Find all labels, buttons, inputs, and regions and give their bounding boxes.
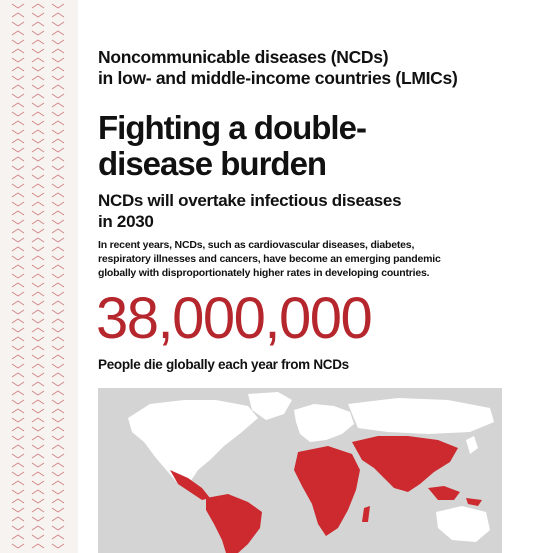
pattern-chevron [52, 193, 64, 197]
pattern-chevron [32, 13, 44, 17]
pattern-chevron [12, 400, 24, 404]
pattern-chevron [52, 76, 64, 80]
pattern-chevron [52, 130, 64, 134]
pattern-chevron [32, 49, 44, 53]
pattern-chevron [52, 112, 64, 116]
pattern-chevron [32, 328, 44, 332]
pattern-chevron [52, 337, 64, 341]
pattern-chevron [12, 283, 24, 287]
eyebrow-title [98, 47, 538, 89]
pattern-chevron [32, 175, 44, 179]
pattern-chevron [52, 220, 64, 224]
pattern-chevron [32, 445, 44, 449]
pattern-chevron [12, 337, 24, 341]
pattern-chevron [32, 4, 44, 8]
pattern-chevron [52, 418, 64, 422]
pattern-chevron [32, 58, 44, 62]
eyebrow-line-2: in low- and middle-income countries (LMICs) [98, 68, 458, 88]
pattern-chevron [12, 292, 24, 296]
pattern-chevron [52, 211, 64, 215]
pattern-chevron [12, 13, 24, 17]
pattern-chevron [32, 121, 44, 125]
pattern-chevron [52, 463, 64, 467]
pattern-chevron [52, 319, 64, 323]
pattern-chevron [32, 535, 44, 539]
pattern-chevron [32, 211, 44, 215]
pattern-chevron [32, 373, 44, 377]
body-line-3: globally with disproportionately higher rates in developing countries. [98, 267, 430, 279]
pattern-chevron [52, 157, 64, 161]
stat-caption: People die globally each year from NCDs [98, 357, 349, 372]
headline-line-2: disease burden [98, 145, 327, 182]
pattern-chevron [52, 121, 64, 125]
pattern-chevron [32, 40, 44, 44]
pattern-chevron [32, 499, 44, 503]
pattern-chevron [12, 499, 24, 503]
pattern-chevron [52, 301, 64, 305]
page-title [98, 110, 538, 182]
pattern-chevron [12, 49, 24, 53]
pattern-chevron [52, 535, 64, 539]
world-map-icon [98, 388, 502, 553]
pattern-chevron [32, 382, 44, 386]
madagascar-highlight [362, 506, 370, 522]
pattern-chevron [52, 13, 64, 17]
pattern-chevron [12, 301, 24, 305]
pattern-chevron [52, 517, 64, 521]
pattern-chevron [32, 409, 44, 413]
pattern-chevron [12, 247, 24, 251]
pattern-chevron [32, 265, 44, 269]
pattern-chevron [12, 535, 24, 539]
pattern-chevron [52, 166, 64, 170]
eyebrow-line-1: Noncommunicable diseases (NCDs) [98, 47, 389, 67]
pattern-chevron [12, 382, 24, 386]
pattern-chevron [32, 463, 44, 467]
pattern-chevron [12, 319, 24, 323]
pattern-chevron [52, 4, 64, 8]
pattern-chevron [12, 193, 24, 197]
pattern-chevron [52, 274, 64, 278]
pattern-chevron [12, 310, 24, 314]
pattern-chevron [52, 373, 64, 377]
pattern-chevron [32, 85, 44, 89]
body-line-2: respiratory illnesses and cancers, have become an emerging pandemic [98, 253, 441, 265]
europe-landmass [294, 404, 354, 442]
pattern-chevron [52, 346, 64, 350]
pattern-chevron [52, 328, 64, 332]
subhead-line-2: in 2030 [98, 212, 154, 231]
pattern-chevron [52, 436, 64, 440]
pattern-chevron [12, 472, 24, 476]
pattern-chevron [52, 382, 64, 386]
pattern-chevron [52, 175, 64, 179]
pattern-chevron [32, 364, 44, 368]
pattern-chevron [32, 292, 44, 296]
pattern-chevron [52, 94, 64, 98]
decorative-side-pattern [0, 0, 78, 553]
pattern-chevron [12, 418, 24, 422]
pattern-chevron [32, 94, 44, 98]
pattern-chevron [52, 139, 64, 143]
pattern-chevron [12, 166, 24, 170]
pattern-chevron [32, 67, 44, 71]
pattern-chevron [52, 184, 64, 188]
pattern-chevron [32, 220, 44, 224]
pattern-chevron [32, 103, 44, 107]
pattern-chevron [32, 544, 44, 548]
pattern-chevron [52, 49, 64, 53]
pattern-chevron [12, 544, 24, 548]
pattern-chevron [52, 40, 64, 44]
pattern-chevron [32, 283, 44, 287]
pattern-chevron [52, 103, 64, 107]
north-america-landmass [128, 400, 258, 484]
pattern-chevron [32, 355, 44, 359]
pattern-chevron [12, 238, 24, 242]
pattern-chevron [12, 184, 24, 188]
pattern-chevron [12, 112, 24, 116]
section-subhead [98, 190, 538, 232]
pattern-chevron [12, 265, 24, 269]
southeast-asia-highlight [428, 486, 460, 500]
pattern-chevron [52, 400, 64, 404]
pattern-chevron [12, 481, 24, 485]
pattern-chevron [32, 193, 44, 197]
africa-highlight [294, 446, 360, 536]
pattern-chevron [52, 427, 64, 431]
body-line-1: In recent years, NCDs, such as cardiovascular diseases, diabetes, [98, 239, 415, 251]
pattern-chevron [12, 31, 24, 35]
pattern-chevron [12, 67, 24, 71]
australia-landmass [436, 506, 490, 542]
northern-asia-landmass [348, 398, 494, 434]
pattern-chevron [32, 274, 44, 278]
pattern-chevron [12, 220, 24, 224]
pattern-chevron [52, 445, 64, 449]
pattern-chevron [12, 490, 24, 494]
pattern-chevron [52, 31, 64, 35]
pattern-chevron [52, 472, 64, 476]
pattern-chevron [52, 499, 64, 503]
pattern-chevron [32, 130, 44, 134]
pattern-chevron [32, 256, 44, 260]
pattern-chevron [32, 454, 44, 458]
pattern-chevron [32, 508, 44, 512]
pattern-chevron [12, 40, 24, 44]
pattern-chevron [32, 184, 44, 188]
pattern-chevron [12, 211, 24, 215]
pattern-chevron [52, 508, 64, 512]
pattern-chevron [52, 481, 64, 485]
pattern-chevron [52, 247, 64, 251]
stat-value: 38,000,000 [96, 286, 372, 351]
pattern-chevron [12, 58, 24, 62]
pattern-chevron [12, 202, 24, 206]
pattern-chevron [52, 148, 64, 152]
pattern-chevron [52, 265, 64, 269]
pattern-chevron [12, 4, 24, 8]
pattern-chevron [32, 76, 44, 80]
pattern-chevron [12, 409, 24, 413]
pattern-chevron [32, 337, 44, 341]
pattern-chevron [32, 148, 44, 152]
pattern-chevron [12, 373, 24, 377]
pattern-chevron [52, 85, 64, 89]
pattern-chevron [32, 166, 44, 170]
pattern-chevron [32, 391, 44, 395]
pattern-chevron [12, 130, 24, 134]
pattern-chevron [12, 94, 24, 98]
pattern-chevron [12, 454, 24, 458]
pattern-chevron [12, 328, 24, 332]
pattern-chevron [12, 463, 24, 467]
pattern-chevron [32, 139, 44, 143]
pattern-chevron [52, 409, 64, 413]
pattern-chevron [12, 526, 24, 530]
pattern-chevron [12, 229, 24, 233]
pattern-chevron [32, 238, 44, 242]
pattern-chevron [32, 301, 44, 305]
pattern-chevron [32, 427, 44, 431]
papua-highlight [466, 498, 482, 506]
pattern-chevron [32, 472, 44, 476]
pattern-chevron [12, 76, 24, 80]
pattern-chevron [52, 22, 64, 26]
pattern-chevron [12, 85, 24, 89]
pattern-chevron [12, 517, 24, 521]
pattern-chevron [52, 454, 64, 458]
pattern-chevron [32, 490, 44, 494]
japan-landmass [466, 436, 478, 454]
pattern-chevron [12, 274, 24, 278]
pattern-chevron [52, 58, 64, 62]
asia-highlight [352, 436, 458, 492]
pattern-chevron [52, 310, 64, 314]
pattern-chevron [32, 157, 44, 161]
pattern-chevron [12, 157, 24, 161]
pattern-chevron [52, 544, 64, 548]
pattern-chevron [52, 283, 64, 287]
pattern-chevron [32, 481, 44, 485]
pattern-chevron [32, 229, 44, 233]
pattern-chevron [12, 175, 24, 179]
pattern-chevron [32, 526, 44, 530]
pattern-chevron [32, 346, 44, 350]
pattern-chevron [12, 121, 24, 125]
headline-line-1: Fighting a double- [98, 109, 366, 146]
pattern-chevron [52, 490, 64, 494]
pattern-chevron [32, 418, 44, 422]
pattern-chevron [52, 238, 64, 242]
pattern-chevron [12, 256, 24, 260]
pattern-chevron [32, 400, 44, 404]
chevron-pattern-icon [0, 0, 78, 553]
pattern-chevron [52, 202, 64, 206]
pattern-chevron [52, 526, 64, 530]
pattern-chevron [12, 436, 24, 440]
pattern-chevron [12, 427, 24, 431]
pattern-chevron [12, 103, 24, 107]
subhead-line-1: NCDs will overtake infectious diseases [98, 191, 402, 210]
pattern-chevron [32, 436, 44, 440]
pattern-chevron [52, 391, 64, 395]
pattern-chevron [12, 508, 24, 512]
pattern-chevron [32, 517, 44, 521]
pattern-chevron [32, 22, 44, 26]
pattern-chevron [32, 112, 44, 116]
pattern-chevron [52, 67, 64, 71]
pattern-chevron [52, 355, 64, 359]
pattern-chevron [52, 229, 64, 233]
pattern-chevron [12, 364, 24, 368]
pattern-chevron [52, 256, 64, 260]
pattern-chevron [12, 148, 24, 152]
pattern-chevron [32, 319, 44, 323]
pattern-chevron [12, 139, 24, 143]
world-map-panel [98, 388, 502, 553]
pattern-chevron [52, 364, 64, 368]
pattern-chevron [12, 391, 24, 395]
pattern-chevron [32, 247, 44, 251]
pattern-chevron [12, 355, 24, 359]
south-america-highlight [206, 494, 262, 553]
pattern-chevron [12, 346, 24, 350]
pattern-chevron [32, 310, 44, 314]
pattern-chevron [12, 445, 24, 449]
pattern-chevron [32, 202, 44, 206]
section-body [98, 238, 518, 280]
pattern-chevron [32, 31, 44, 35]
pattern-chevron [52, 292, 64, 296]
pattern-chevron [12, 22, 24, 26]
